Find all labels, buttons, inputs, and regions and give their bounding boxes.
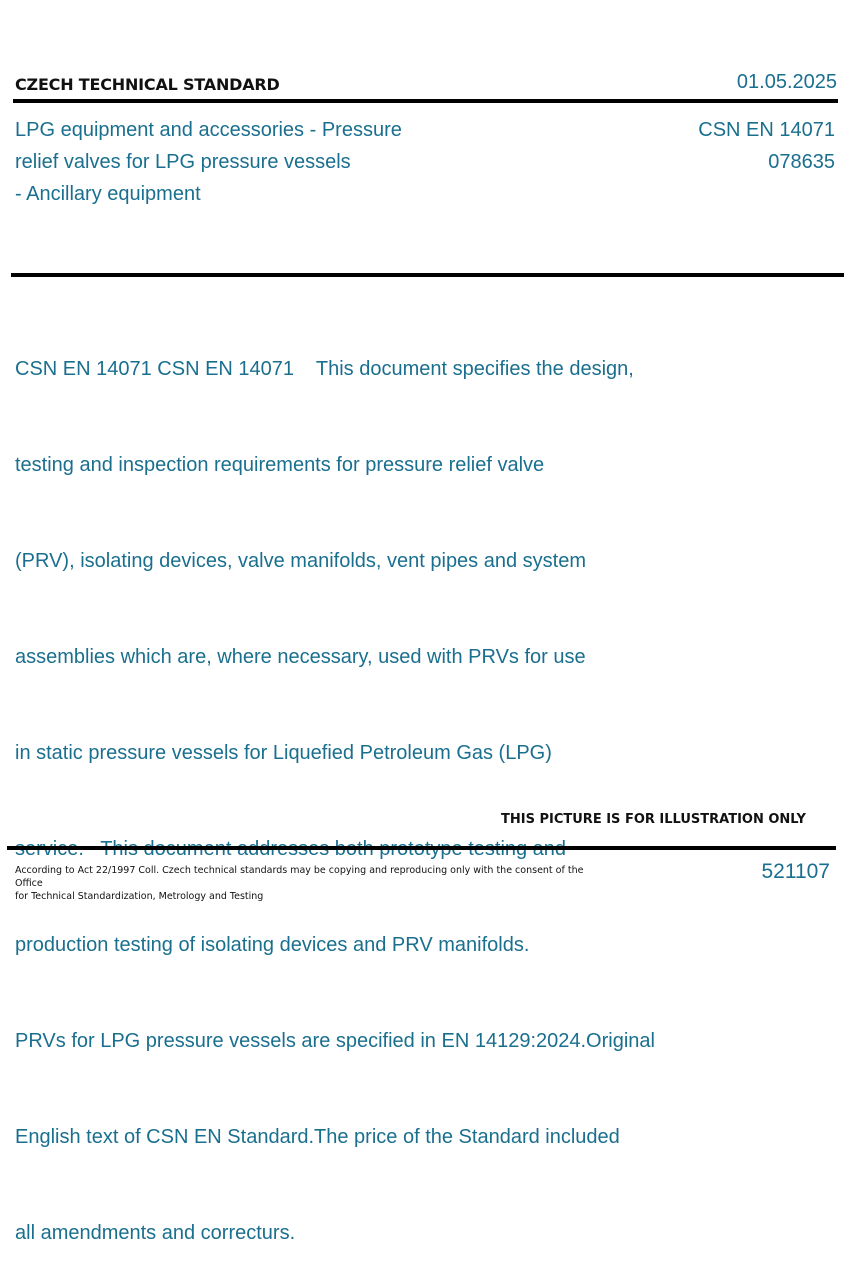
title-divider	[11, 273, 844, 277]
description-line: all amendments and correcturs.	[15, 1222, 296, 1244]
description-line: testing and inspection requirements for pressure relief valve	[15, 454, 545, 476]
document-type-title: CZECH TECHNICAL STANDARD	[15, 75, 280, 94]
standard-title-line: relief valves for LPG pressure vessels	[15, 151, 351, 173]
standard-codes	[698, 114, 835, 178]
description-line: production testing of isolating devices and PRV manifolds.	[15, 934, 530, 956]
standard-description	[15, 289, 715, 1281]
document-code: 521107	[761, 860, 830, 883]
description-line: English text of CSN EN Standard.The price of the Standard included	[15, 1126, 620, 1148]
standard-title	[15, 114, 475, 210]
description-line: CSN EN 14071 CSN EN 14071 This document specifies the design,	[15, 358, 634, 380]
header-divider	[13, 99, 838, 103]
illustration-notice: THIS PICTURE IS FOR ILLUSTRATION ONLY	[501, 812, 806, 827]
description-line: in static pressure vessels for Liquefied Petroleum Gas (LPG)	[15, 742, 552, 764]
publication-date: 01.05.2025	[736, 71, 837, 93]
standard-code: CSN EN 14071	[698, 119, 835, 141]
standard-title-line: - Ancillary equipment	[15, 183, 201, 205]
standard-title-line: LPG equipment and accessories - Pressure	[15, 119, 402, 141]
description-line: PRVs for LPG pressure vessels are specified in EN 14129:2024.Original	[15, 1030, 655, 1052]
legal-notice-line: According to Act 22/1997 Coll. Czech technical standards may be copying and reproducing only with the consent of the Office	[15, 865, 584, 889]
description-line: assemblies which are, where necessary, used with PRVs for use	[15, 646, 586, 668]
description-line: (PRV), isolating devices, valve manifolds, vent pipes and system	[15, 550, 587, 572]
footer-divider	[7, 846, 836, 850]
catalog-number: 078635	[768, 151, 835, 173]
legal-notice-line: for Technical Standardization, Metrology and Testing	[15, 891, 264, 902]
legal-notice	[15, 864, 585, 903]
